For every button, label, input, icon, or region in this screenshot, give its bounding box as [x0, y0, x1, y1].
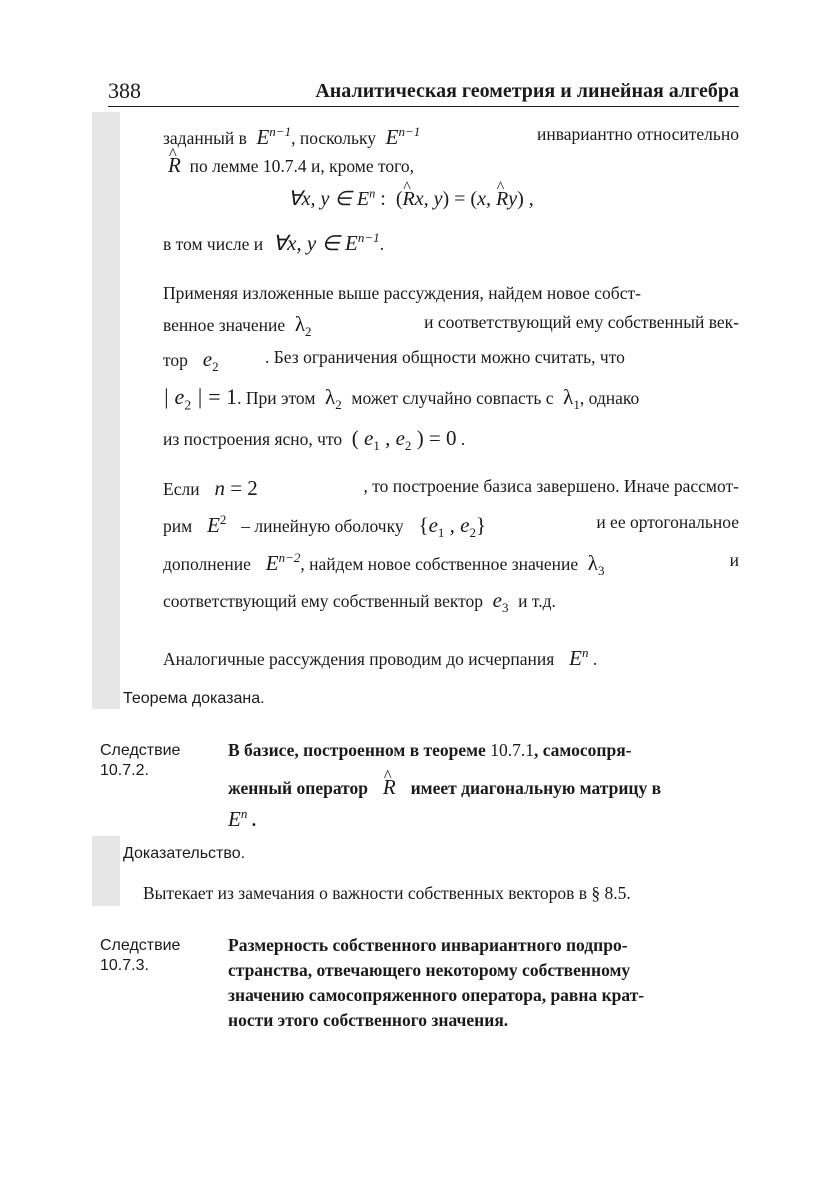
- proof-bar-2: [92, 836, 120, 906]
- text: заданный в: [163, 128, 247, 148]
- proof-line-2: [168, 153, 414, 178]
- text: и ее ортогональное: [596, 512, 739, 532]
- para2-line-3: [163, 347, 739, 375]
- text: и: [729, 550, 739, 570]
- text: может случайно совпасть с: [351, 388, 554, 408]
- running-title: Аналитическая геометрия и линейная алгебра: [315, 80, 739, 102]
- text: и т.д.: [518, 591, 556, 611]
- text: женный оператор: [228, 778, 368, 798]
- para2-line-1: Применяя изложенные выше рассуждения, найдем новое собст-: [163, 283, 641, 303]
- math-span: {$e_1$ , $e_2$}: [418, 513, 487, 541]
- math-E-n-2: $E^{n-2}$: [255, 550, 301, 575]
- corollary-2-label-2: 10.7.3.: [100, 957, 149, 974]
- math-lambda2: $\lambda_2$: [289, 312, 312, 340]
- text: венное значение: [163, 315, 286, 335]
- para3-line-3: [163, 550, 739, 579]
- corollary-1-label-1: Следствие: [100, 742, 181, 759]
- corollary-2-line-3: значению самосопряженного оператора, равна крат-: [228, 985, 645, 1005]
- text: , самосопря-: [533, 740, 632, 760]
- math-norm-e2: | $e_2$ | = 1: [163, 384, 238, 413]
- corollary-2-line-1: Размерность собственного инвариантного подпро-: [228, 935, 628, 955]
- text: тор: [163, 350, 188, 370]
- page-number: 388: [108, 78, 141, 103]
- math-forall: ∀x, y ∈ $E^{n-1}$: [267, 230, 380, 255]
- para4: Аналогичные рассуждения проводим до исчерпания $E^n$ .: [163, 645, 598, 670]
- text: , найдем новое собственное значение: [300, 554, 579, 574]
- para2-line-2: [163, 312, 739, 340]
- text: из построения ясно, что: [163, 429, 343, 449]
- math-e3: $e_3$: [487, 588, 509, 616]
- para3-line-1: [163, 476, 739, 501]
- math-E-n-1b: $E^{n-1}$: [380, 124, 421, 149]
- theorem-proven: Теорема доказана.: [123, 690, 265, 707]
- math-orth: ( $e_1$ , $e_2$ ) = 0: [351, 426, 457, 454]
- text: по лемме 10.7.4 и, кроме того,: [189, 156, 415, 176]
- text: и соответствующий ему собственный век-: [424, 312, 739, 332]
- corollary-1-label-2: 10.7.2.: [100, 762, 149, 779]
- para3-line-4: [163, 588, 556, 616]
- math-R-hat-2: ^ R: [372, 775, 406, 799]
- text: . При этом: [237, 388, 316, 408]
- corollary-1-line-2: [228, 775, 739, 800]
- text: Аналогичные рассуждения проводим до исчерпания: [163, 649, 555, 669]
- math-E2: $E^2$: [196, 512, 227, 537]
- proof-bar: [92, 112, 120, 709]
- corollary-2-label-1: Следствие: [100, 937, 181, 954]
- corollary-2-line-4: ности этого собственного значения.: [228, 1010, 509, 1030]
- proof-text: Вытекает из замечания о важности собственных векторов в § 8.5.: [143, 883, 631, 903]
- text: рим: [163, 516, 193, 536]
- text: , однако: [579, 388, 640, 408]
- formula-self-adjoint: ∀x, y ∈ $E^n$ : (^ Rx, y) = (x, ^ Ry) ,: [288, 186, 534, 211]
- text: – линейную оболочку: [241, 516, 404, 536]
- math-En: $E^n$: [558, 645, 589, 670]
- text: , поскольку: [291, 128, 377, 148]
- text: в том числе и: [163, 234, 264, 254]
- text: В базисе, построенном в теореме: [228, 740, 486, 760]
- math-R-hat: ^ R: [168, 153, 181, 177]
- proof-line-1: [163, 124, 739, 150]
- text: . Без ограничения общности можно считать, что: [265, 347, 625, 367]
- para2-line-5: из построения ясно, что ( $e_1$ , $e_2$ ) = 0 .: [163, 426, 466, 454]
- text: соответствующий ему собственный вектор: [163, 591, 484, 611]
- corollary-1-line-1: [228, 740, 739, 761]
- header-divider: [108, 106, 739, 107]
- proof-line-3: в том числе и ∀x, y ∈ $E^{n-1}$.: [163, 230, 385, 255]
- math-lambda2b: $\lambda_2$: [319, 385, 342, 413]
- text: инвариантно относительно: [536, 124, 739, 144]
- corollary-1-line-3: $E^n$ .: [228, 806, 257, 831]
- math-E-n-1: $E^{n-1}$: [251, 124, 292, 149]
- corollary-2-line-2: странства, отвечающего некоторому собственному: [228, 960, 631, 980]
- text: дополнение: [163, 554, 251, 574]
- math-e2: $e_2$: [192, 347, 219, 375]
- math-n-eq-2: n = 2: [203, 476, 258, 500]
- text: , то построение базиса завершено. Иначе рассмот-: [363, 476, 739, 496]
- text: Если: [163, 479, 200, 499]
- proof-label: Доказательство.: [123, 845, 246, 862]
- para2-line-4: [163, 384, 739, 413]
- math-lambda3: $\lambda_3$: [582, 551, 605, 579]
- math-lambda1: $\lambda_1$: [557, 385, 580, 413]
- math-En-2: $E^n$: [228, 806, 248, 831]
- ref: 10.7.1: [490, 740, 534, 760]
- text: имеет диагональную матрицу в: [410, 778, 662, 798]
- para3-line-2: [163, 512, 739, 541]
